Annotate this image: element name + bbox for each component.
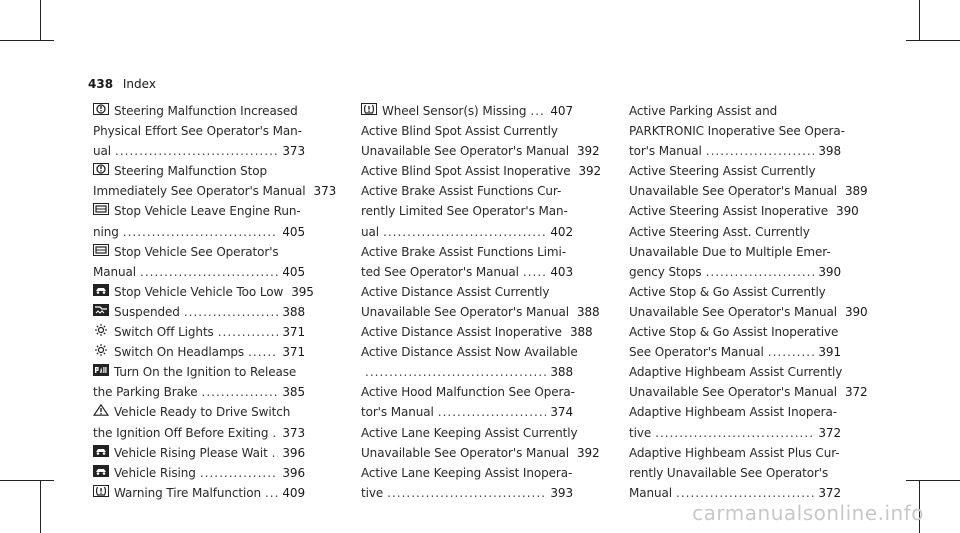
index-entry [93, 201, 305, 241]
warning-triangle-icon [93, 404, 109, 416]
page-title: Index [122, 77, 156, 91]
page-reference[interactable]: 388 [282, 304, 305, 319]
index-entry-line [629, 101, 841, 121]
index-column-3 [629, 101, 868, 503]
dot-leader [706, 262, 815, 282]
index-entry-text: Wheel Sensor(s) Missing [382, 104, 527, 118]
dot-leader [365, 362, 546, 382]
page-reference[interactable]: 393 [550, 485, 573, 500]
page-reference[interactable]: 392 [576, 144, 600, 159]
index-entry [361, 282, 600, 322]
index-entry-line [629, 121, 845, 141]
page-reference[interactable]: 409 [282, 485, 305, 500]
index-entry-line [629, 423, 841, 443]
page-reference[interactable]: 407 [550, 104, 573, 118]
index-entry-line [361, 282, 573, 302]
index-entry-line [629, 483, 841, 503]
index-entry-line [93, 483, 305, 503]
index-entry-line [361, 342, 578, 362]
index-entry-text: gency Stops [629, 264, 702, 279]
index-entry-text: rently Limited See Operator's Man- [361, 204, 568, 219]
sun-light-icon [93, 344, 109, 356]
page-reference[interactable]: 373 [282, 144, 305, 159]
index-entry-text: rently Unavailable See Operator's [629, 465, 829, 480]
index-entry-text: Active Steering Assist Currently [629, 164, 816, 179]
index-entry-text: Active Blind Spot Assist Inoperative [361, 164, 571, 179]
index-entry-text: Active Stop & Go Assist Currently [629, 284, 826, 299]
page-reference[interactable]: 396 [282, 445, 305, 460]
dot-leader [768, 342, 815, 362]
index-entry-line [629, 242, 841, 262]
index-entry [93, 342, 305, 362]
index-entry-line [361, 101, 573, 121]
index-entry-text: Manual [93, 264, 137, 279]
crop-mark [919, 0, 920, 40]
index-column-2 [361, 101, 602, 503]
page-reference[interactable]: 374 [550, 405, 573, 420]
page-reference[interactable]: 388 [550, 365, 573, 380]
page-reference[interactable]: 392 [576, 445, 600, 460]
index-entry-text: Unavailable See Operator's Manual [629, 304, 837, 319]
page-reference[interactable]: 403 [550, 264, 573, 279]
index-entry [629, 443, 841, 503]
page-reference[interactable]: 390 [836, 204, 859, 219]
dot-leader [265, 483, 278, 503]
index-entry [361, 382, 573, 422]
index-entry [629, 282, 868, 322]
index-entry-text: Adaptive Highbeam Assist Inopera- [629, 405, 837, 420]
dot-leader [706, 141, 815, 161]
index-entry-line [93, 121, 305, 141]
index-entry-line [629, 181, 868, 201]
index-entry-text: Adaptive Highbeam Assist Plus Cur- [629, 445, 840, 460]
index-entry-line [93, 141, 305, 161]
dot-leader [523, 262, 546, 282]
page-reference[interactable]: 373 [282, 425, 305, 440]
index-entry-line [93, 101, 305, 121]
index-entry-line [629, 201, 859, 221]
park-icon [93, 364, 109, 376]
index-entry-text: Active Distance Assist Currently [361, 284, 550, 299]
index-entry-line [629, 141, 841, 161]
index-entry [93, 302, 305, 322]
page-reference[interactable]: 405 [282, 224, 305, 239]
index-entry-text: Active Blind Spot Assist Currently [361, 124, 558, 139]
page-reference[interactable]: 388 [569, 325, 593, 340]
index-entry-line [361, 483, 573, 503]
index-entry [93, 242, 305, 282]
index-entry-line [629, 402, 841, 422]
index-entry [93, 463, 305, 483]
index-entry-line [93, 362, 305, 382]
page-reference[interactable]: 373 [313, 184, 337, 199]
index-entry-line [93, 342, 305, 362]
tire-icon [361, 103, 377, 115]
vehicle-frame-icon [93, 203, 109, 215]
index-entry-line [361, 242, 573, 262]
index-entry-text: ning [93, 224, 119, 239]
page-reference[interactable]: 398 [818, 144, 841, 159]
index-entry [629, 201, 859, 221]
index-entry-text: PARKTRONIC Inoperative See Opera- [629, 124, 845, 139]
index-entry-line [361, 262, 573, 282]
index-entry-text: Active Brake Assist Functions Cur- [361, 184, 562, 199]
dot-leader [248, 342, 278, 362]
dot-leader [655, 423, 814, 443]
index-entry-text: Steering Malfunction Increased [114, 104, 298, 118]
index-entry [629, 161, 868, 201]
index-entry-line [93, 443, 305, 463]
page-reference[interactable]: 372 [818, 425, 841, 440]
dot-leader [123, 222, 279, 242]
index-entry-line [629, 161, 841, 181]
index-entry [361, 342, 578, 382]
page-reference[interactable]: 390 [818, 264, 841, 279]
index-entry-text: tive [629, 425, 652, 440]
crop-mark [40, 0, 41, 40]
index-column-1 [93, 101, 337, 503]
page-reference[interactable]: 371 [282, 345, 305, 360]
index-entry [629, 222, 841, 282]
page-reference[interactable]: 385 [282, 385, 305, 400]
index-entry-text: Unavailable See Operator's Manual [361, 144, 569, 159]
index-entry-text: Active Stop & Go Assist Inoperative [629, 325, 839, 340]
index-entry [93, 322, 305, 342]
index-entry-text: Vehicle Ready to Drive Switch [114, 405, 291, 420]
crop-mark [906, 480, 960, 481]
dot-leader [184, 302, 279, 322]
index-entry [93, 161, 337, 201]
index-entry-line [629, 443, 841, 463]
index-entry-line [93, 222, 305, 242]
index-entry-line [361, 222, 573, 242]
index-entry-line [93, 402, 305, 422]
crop-mark [40, 480, 41, 533]
index-entry-text: Active Lane Keeping Assist Currently [361, 425, 578, 440]
vehicle-frame-icon [93, 244, 109, 256]
index-entry-text: Physical Effort See Operator's Man- [93, 124, 302, 139]
steering-warning-icon [93, 163, 109, 175]
index-entry-line [361, 322, 593, 342]
page-reference[interactable]: 390 [844, 304, 868, 319]
page-reference[interactable]: 405 [282, 264, 305, 279]
page-reference[interactable]: 402 [550, 224, 573, 239]
page-reference[interactable]: 391 [818, 345, 841, 360]
index-entry [93, 443, 305, 463]
index-entry-line [629, 382, 868, 402]
index-entry-line [361, 382, 573, 402]
index-entry [629, 322, 841, 362]
index-entry-text: Immediately See Operator's Manual [93, 184, 306, 199]
index-entry-line [361, 362, 573, 382]
index-entry-text: Active Steering Assist Inoperative [629, 204, 829, 219]
index-entry-line [361, 141, 600, 161]
index-entry-line [93, 161, 305, 181]
watermark: carmanualsonline.info [692, 501, 924, 525]
page-header [88, 77, 156, 91]
crop-mark [0, 40, 54, 41]
index-entry [361, 121, 600, 161]
index-entry-text: Stop Vehicle Leave Engine Run- [114, 204, 301, 219]
index-entry [629, 402, 841, 442]
index-entry-text: Manual [629, 485, 673, 500]
index-entry [361, 181, 573, 241]
page-reference[interactable]: 396 [282, 465, 305, 480]
page-reference[interactable]: 389 [844, 184, 868, 199]
index-entry-text: ual [93, 144, 111, 159]
dot-leader [530, 101, 546, 121]
index-entry-line [361, 463, 573, 483]
index-entry-line [361, 402, 573, 422]
car-lift-icon [93, 284, 109, 296]
index-entry-text: the Ignition Off Before Exiting [93, 425, 269, 440]
index-entry-line [93, 201, 305, 221]
index-entry-line [93, 262, 305, 282]
index-entry-line [361, 302, 600, 322]
index-entry-line [93, 302, 305, 322]
dot-leader [140, 262, 278, 282]
index-entry-text: Vehicle Rising [114, 465, 196, 480]
index-entry-text: Active Distance Assist Now Available [361, 345, 578, 360]
index-entry-line [93, 242, 305, 262]
dot-leader [387, 483, 546, 503]
index-entry-line [93, 463, 305, 483]
index-entry-line [629, 302, 868, 322]
dot-leader [115, 141, 278, 161]
car-lift-icon [93, 465, 109, 477]
page-reference[interactable]: 392 [578, 164, 602, 179]
index-entry-text: Switch Off Lights [114, 325, 214, 340]
crop-mark [906, 40, 960, 41]
index-entry-text: Turn On the Ignition to Release [114, 365, 297, 380]
index-entry-text: Active Distance Assist Inoperative [361, 325, 562, 340]
index-entry-line [629, 282, 841, 302]
page-reference[interactable]: 388 [576, 304, 600, 319]
car-lift-icon [93, 445, 109, 457]
index-entry-text: Vehicle Rising Please Wait [114, 445, 268, 460]
page-reference[interactable]: 395 [291, 284, 314, 299]
index-entry-text: tive [361, 485, 384, 500]
dot-leader [272, 423, 278, 443]
index-entry-line [629, 342, 841, 362]
index-entry-text: Active Steering Asst. Currently [629, 224, 810, 239]
index-entry [93, 402, 305, 442]
index-entry-line [361, 161, 602, 181]
index-entry [361, 242, 573, 282]
index-entry-text: Stop Vehicle See Operator's [114, 244, 279, 259]
index-entry-text: Unavailable Due to Multiple Emer- [629, 244, 831, 259]
index-entry [361, 101, 573, 121]
dot-leader [438, 402, 547, 422]
index-entry [361, 161, 602, 181]
index-entry-text: Unavailable See Operator's Manual [361, 304, 569, 319]
index-entry-line [629, 222, 841, 242]
index-entry-text: ual [361, 224, 379, 239]
dot-leader [383, 222, 546, 242]
index-entry-line [629, 262, 841, 282]
index-entry [93, 362, 305, 402]
index-entry-text: Suspended [114, 304, 180, 319]
index-entry-text: Unavailable See Operator's Manual [629, 184, 837, 199]
dot-leader [676, 483, 814, 503]
index-entry-text: tor's Manual [361, 405, 434, 420]
index-entry-text: Unavailable See Operator's Manual [629, 385, 837, 400]
index-entry-text: Active Brake Assist Functions Limi- [361, 244, 566, 259]
index-entry-text: Active Lane Keeping Assist Inopera- [361, 465, 573, 480]
tire-icon [93, 485, 109, 497]
index-entry-line [361, 181, 573, 201]
sun-light-icon [93, 324, 109, 336]
index-entry-text: Active Hood Malfunction See Opera- [361, 385, 575, 400]
index-entry-line [93, 382, 305, 402]
index-entry [629, 362, 868, 402]
index-entry-line [93, 181, 337, 201]
index-entry [629, 101, 845, 161]
index-entry [361, 423, 600, 463]
page-reference[interactable]: 372 [818, 485, 841, 500]
index-entry-line [93, 282, 314, 302]
index-entry-text: Unavailable See Operator's Manual [361, 445, 569, 460]
index-entry [93, 282, 314, 302]
page-reference[interactable]: 372 [844, 385, 868, 400]
index-entry-line [93, 423, 305, 443]
index-entry-line [361, 201, 573, 221]
index-entry-text: the Parking Brake [93, 385, 198, 400]
dot-leader [200, 463, 279, 483]
index-entry-line [93, 322, 305, 342]
crop-mark [0, 480, 54, 481]
index-entry-line [361, 121, 573, 141]
index-entry [93, 101, 305, 161]
index-entry-text: Active Parking Assist and [629, 104, 778, 118]
index-entry-line [629, 362, 841, 382]
index-entry-text: Adaptive Highbeam Assist Currently [629, 365, 843, 380]
dot-leader [218, 322, 279, 342]
index-entry-text: tor's Manual [629, 144, 702, 159]
dot-leader [202, 382, 279, 402]
index-entry [361, 322, 593, 342]
index-entry-text: ted See Operator's Manual [361, 264, 519, 279]
index-entry-line [361, 443, 600, 463]
index-entry-text: Switch On Headlamps [114, 345, 245, 360]
index-entry-line [629, 463, 841, 483]
index-entry-line [629, 322, 841, 342]
index-entry-text: See Operator's Manual [629, 345, 764, 360]
index-entry [361, 463, 573, 503]
dot-leader [272, 443, 279, 463]
page-reference[interactable]: 371 [282, 325, 305, 340]
index-entry-text: Warning Tire Malfunction [114, 485, 261, 500]
index-entry [93, 483, 305, 503]
index-entry-text: Steering Malfunction Stop [114, 164, 268, 179]
page-number: 438 [88, 77, 114, 91]
suspension-icon [93, 304, 109, 316]
index-entry-line [361, 423, 578, 443]
steering-warning-icon [93, 103, 109, 115]
index-entry-text: Stop Vehicle Vehicle Too Low [114, 284, 284, 299]
